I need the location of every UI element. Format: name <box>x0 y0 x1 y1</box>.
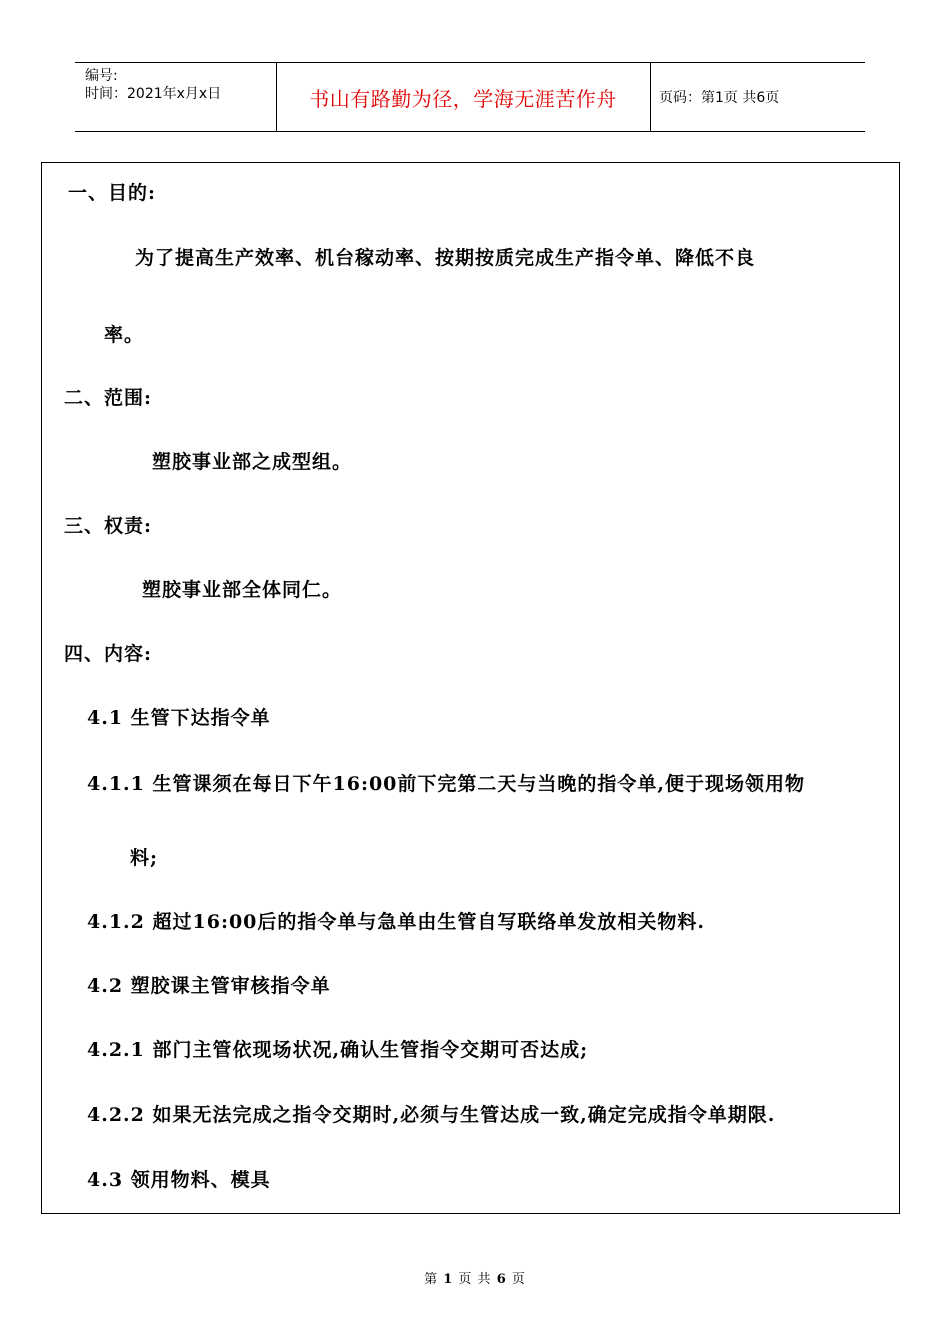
header-page-code: 页码：第1页 共6页 <box>659 90 780 106</box>
page-header <box>75 62 865 132</box>
page-footer <box>0 1268 950 1287</box>
item-4-1: 4.1 生管下达指令单 <box>87 707 271 729</box>
item-4-2: 4.2 塑胶课主管审核指令单 <box>87 975 331 997</box>
document-body-box <box>41 162 900 1214</box>
section-1-text-line2: 率。 <box>104 324 145 346</box>
header-motto: 书山有路勤为径，学海无涯苦作舟 <box>309 86 617 111</box>
section-2-title: 二、范围: <box>64 387 153 409</box>
footer-page-total: 6 <box>496 1272 507 1287</box>
time-label: 时间：2021年x月x日 <box>85 86 222 102</box>
section-1-text-line1: 为了提高生产效率、机台稼动率、按期按质完成生产指令单、降低不良 <box>135 247 756 269</box>
item-4-2-1: 4.2.1 部门主管依现场状况,确认生管指令交期可否达成; <box>87 1039 589 1061</box>
footer-prefix: 第 <box>424 1272 439 1287</box>
item-4-3: 4.3 领用物料、模具 <box>87 1169 271 1191</box>
item-4-2-2: 4.2.2 如果无法完成之指令交期时,必须与生管达成一致,确定完成指令单期限. <box>87 1104 776 1126</box>
header-divider-right <box>650 63 651 131</box>
item-4-1-1-line1: 4.1.1 生管课须在每日下午16:00前下完第二天与当晚的指令单,便于现场领用物 <box>87 773 806 795</box>
footer-mid: 页 共 <box>458 1272 492 1287</box>
footer-suffix: 页 <box>511 1272 526 1287</box>
section-4-title: 四、内容: <box>64 643 153 665</box>
section-2-text: 塑胶事业部之成型组。 <box>152 451 353 473</box>
item-4-1-2: 4.1.2 超过16:00后的指令单与急单由生管自写联络单发放相关物料. <box>87 911 706 933</box>
section-3-text: 塑胶事业部全体同仁。 <box>142 579 343 601</box>
section-3-title: 三、权责: <box>64 515 153 537</box>
footer-page-number: 1 <box>443 1272 454 1287</box>
header-meta <box>75 63 275 131</box>
number-label: 编号: <box>85 68 118 84</box>
section-1-title: 一、目的: <box>68 182 157 204</box>
item-4-1-1-line2: 料; <box>130 847 159 869</box>
